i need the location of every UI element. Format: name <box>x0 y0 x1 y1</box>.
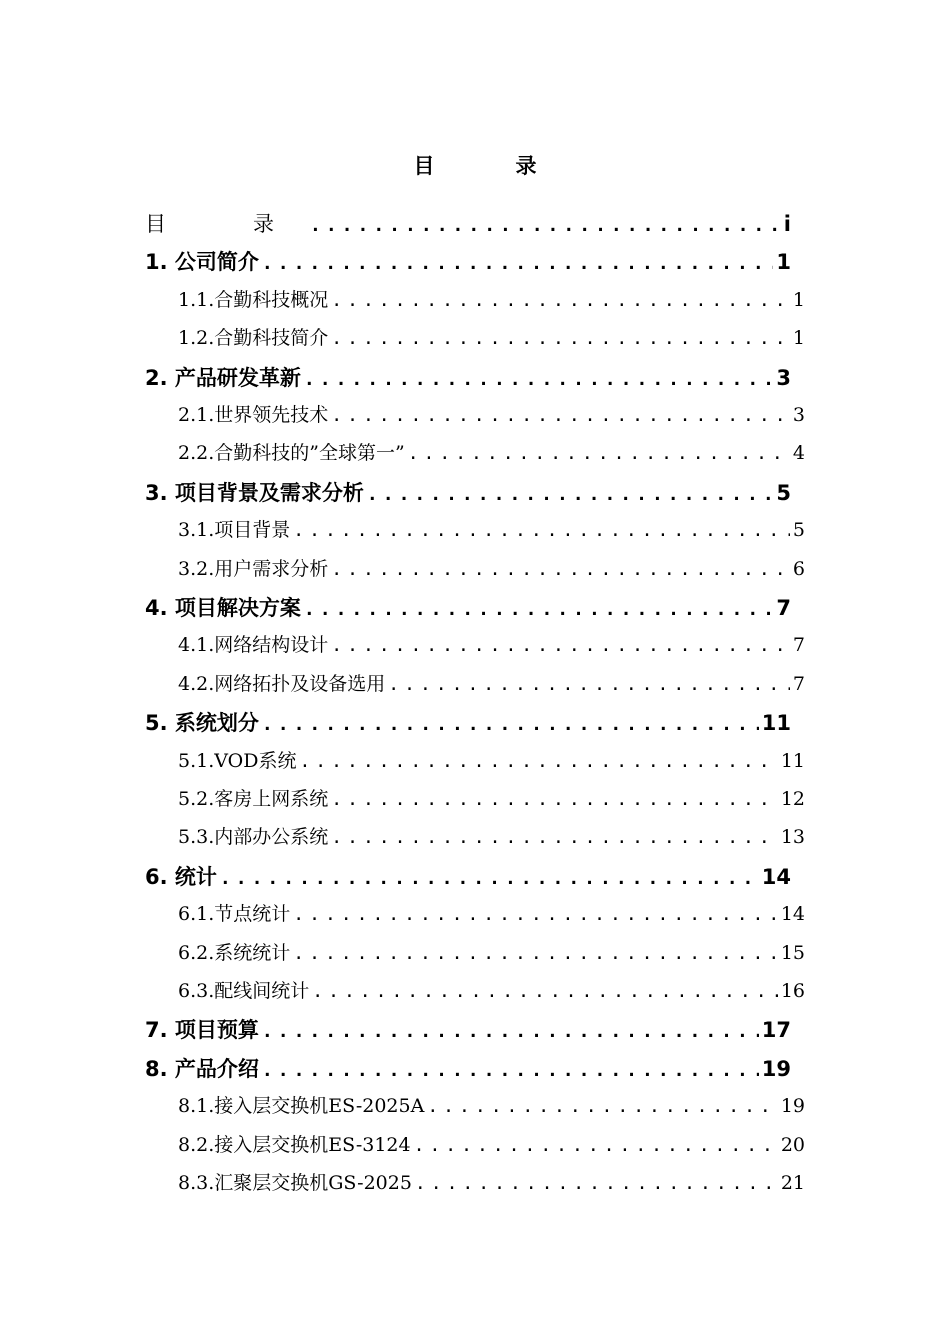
toc-entry-title: 6.2.系统统计 <box>178 941 291 964</box>
toc-entry-title: 1. 公司简介 <box>145 250 259 275</box>
toc-entry-section[interactable] <box>178 822 805 849</box>
toc-entry-page-number: 7 <box>792 672 805 695</box>
toc-entry-chapter[interactable] <box>145 208 791 238</box>
toc-entry-title: 2.1.世界领先技术 <box>178 404 329 426</box>
dot-leader <box>427 1096 777 1117</box>
dot-leader <box>331 290 790 311</box>
dot-leader <box>388 674 790 695</box>
toc-entry-chapter[interactable] <box>145 861 791 891</box>
toc-entry-title: 5.2.客房上网系统 <box>178 788 329 810</box>
toc-entry-section[interactable] <box>178 784 805 811</box>
toc-entry-title: 3.1.项目背景 <box>178 519 291 542</box>
toc-entry-page-number: 19 <box>761 1056 791 1081</box>
toc-entry-title: 5.1.VOD系统 <box>178 749 297 772</box>
toc-entry-page-number: 11 <box>761 711 791 736</box>
dot-leader <box>220 868 759 889</box>
dot-leader <box>293 520 790 541</box>
dot-leader <box>293 943 778 964</box>
toc-entry-page-number: 19 <box>780 1095 805 1118</box>
toc-entry-title: 8. 产品介绍 <box>145 1056 259 1081</box>
dot-leader <box>262 714 759 735</box>
dot-leader <box>414 1135 778 1156</box>
toc-entry-section[interactable] <box>178 976 805 1003</box>
toc-entry-section[interactable] <box>178 438 805 465</box>
toc-entry-title: 8.3.汇聚层交换机GS-2025 <box>178 1172 412 1194</box>
toc-entry-title: 5. 系统划分 <box>145 711 259 736</box>
toc-entry-page-number: 1 <box>792 327 805 350</box>
toc-entry-title: 4. 项目解决方案 <box>145 596 301 620</box>
toc-entry-section[interactable] <box>178 1130 805 1157</box>
dot-leader <box>262 1060 759 1081</box>
toc-entry-chapter[interactable] <box>145 1053 791 1083</box>
dot-leader <box>331 827 778 848</box>
toc-entry-section[interactable] <box>178 669 805 696</box>
toc-entry-title: 2. 产品研发革新 <box>145 365 301 390</box>
dot-leader <box>304 369 773 390</box>
toc-entry-chapter[interactable] <box>145 592 791 622</box>
dot-leader <box>367 484 773 505</box>
toc-entry-page-number: 1 <box>776 250 791 275</box>
toc-entry-page-number: 7 <box>792 634 805 657</box>
dot-leader <box>299 751 777 772</box>
toc-entry-page-number: 11 <box>780 749 805 772</box>
dot-leader <box>312 981 778 1002</box>
toc-entry-page-number: i <box>783 212 791 236</box>
toc-entry-title: 3. 项目背景及需求分析 <box>145 480 364 505</box>
dot-leader <box>262 1021 759 1042</box>
toc-entry-page-number: 4 <box>792 442 805 465</box>
dot-leader <box>331 328 790 349</box>
toc-entry-title: 4.1.网络结构设计 <box>178 634 329 657</box>
toc-entry-title: 3.2.用户需求分析 <box>178 557 329 580</box>
dot-leader <box>293 904 778 925</box>
toc-entry-page-number: 14 <box>780 903 805 926</box>
toc-entry-title: 6.3.配线间统计 <box>178 980 310 1002</box>
toc-entry-title: 4.2.网络拓扑及设备选用 <box>178 672 386 695</box>
toc-entry-section[interactable] <box>178 746 805 773</box>
toc-entry-page-number: 1 <box>792 288 805 311</box>
toc-entry-page-number: 20 <box>780 1133 805 1156</box>
toc-entry-section[interactable] <box>178 1091 805 1118</box>
dot-leader <box>415 1173 778 1194</box>
toc-entry-chapter[interactable] <box>145 707 791 737</box>
toc-entry-page-number: 7 <box>776 596 791 620</box>
dot-leader <box>331 559 790 580</box>
dot-leader <box>331 635 790 656</box>
toc-entry-page-number: 12 <box>780 788 805 810</box>
toc-entry-page-number: 5 <box>776 480 791 505</box>
dot-leader <box>262 253 773 274</box>
toc-entry-page-number: 15 <box>780 941 805 964</box>
dot-leader <box>310 215 781 236</box>
toc-entry-title: 7. 项目预算 <box>145 1018 259 1043</box>
toc-entry-section[interactable] <box>178 285 805 312</box>
toc-entry-title: 6.1.节点统计 <box>178 903 291 926</box>
toc-entry-chapter[interactable] <box>145 477 791 507</box>
toc-entry-section[interactable] <box>178 515 805 542</box>
dot-leader <box>331 789 778 810</box>
dot-leader <box>304 599 773 620</box>
toc-entry-page-number: 16 <box>780 980 805 1002</box>
toc-entry-title: 8.2.接入层交换机ES-3124 <box>178 1133 411 1156</box>
toc-entry-page-number: 17 <box>761 1018 791 1043</box>
dot-leader <box>331 405 790 426</box>
toc-entry-chapter[interactable] <box>145 246 791 276</box>
toc-entry-page-number: 21 <box>780 1172 805 1194</box>
toc-entry-title: 目 录 <box>145 212 307 236</box>
toc-entry-section[interactable] <box>178 1168 805 1195</box>
toc-entry-page-number: 3 <box>792 404 805 426</box>
toc-entry-section[interactable] <box>178 938 805 965</box>
toc-entry-page-number: 6 <box>792 557 805 580</box>
toc-entry-chapter[interactable] <box>145 362 791 392</box>
toc-entry-title: 6. 统计 <box>145 864 217 889</box>
toc-entry-section[interactable] <box>178 323 805 350</box>
toc-entry-title: 1.1.合勤科技概况 <box>178 288 329 311</box>
toc-entry-section[interactable] <box>178 400 805 427</box>
toc-entry-page-number: 5 <box>792 519 805 542</box>
toc-entry-title: 2.2.合勤科技的”全球第一” <box>178 442 405 465</box>
toc-entry-section[interactable] <box>178 630 805 657</box>
toc-entry-section[interactable] <box>178 554 805 581</box>
toc-entry-section[interactable] <box>178 899 805 926</box>
toc-entry-title: 8.1.接入层交换机ES-2025A <box>178 1095 425 1118</box>
toc-entry-page-number: 14 <box>761 864 791 889</box>
toc-entry-chapter[interactable] <box>145 1014 791 1044</box>
toc-entry-title: 5.3.内部办公系统 <box>178 826 329 849</box>
toc-title: 目 录 <box>413 154 567 178</box>
toc-entry-page-number: 3 <box>776 365 791 390</box>
toc-entry-page-number: 13 <box>780 826 805 849</box>
toc-entry-title: 1.2.合勤科技简介 <box>178 327 329 350</box>
dot-leader <box>408 443 790 464</box>
